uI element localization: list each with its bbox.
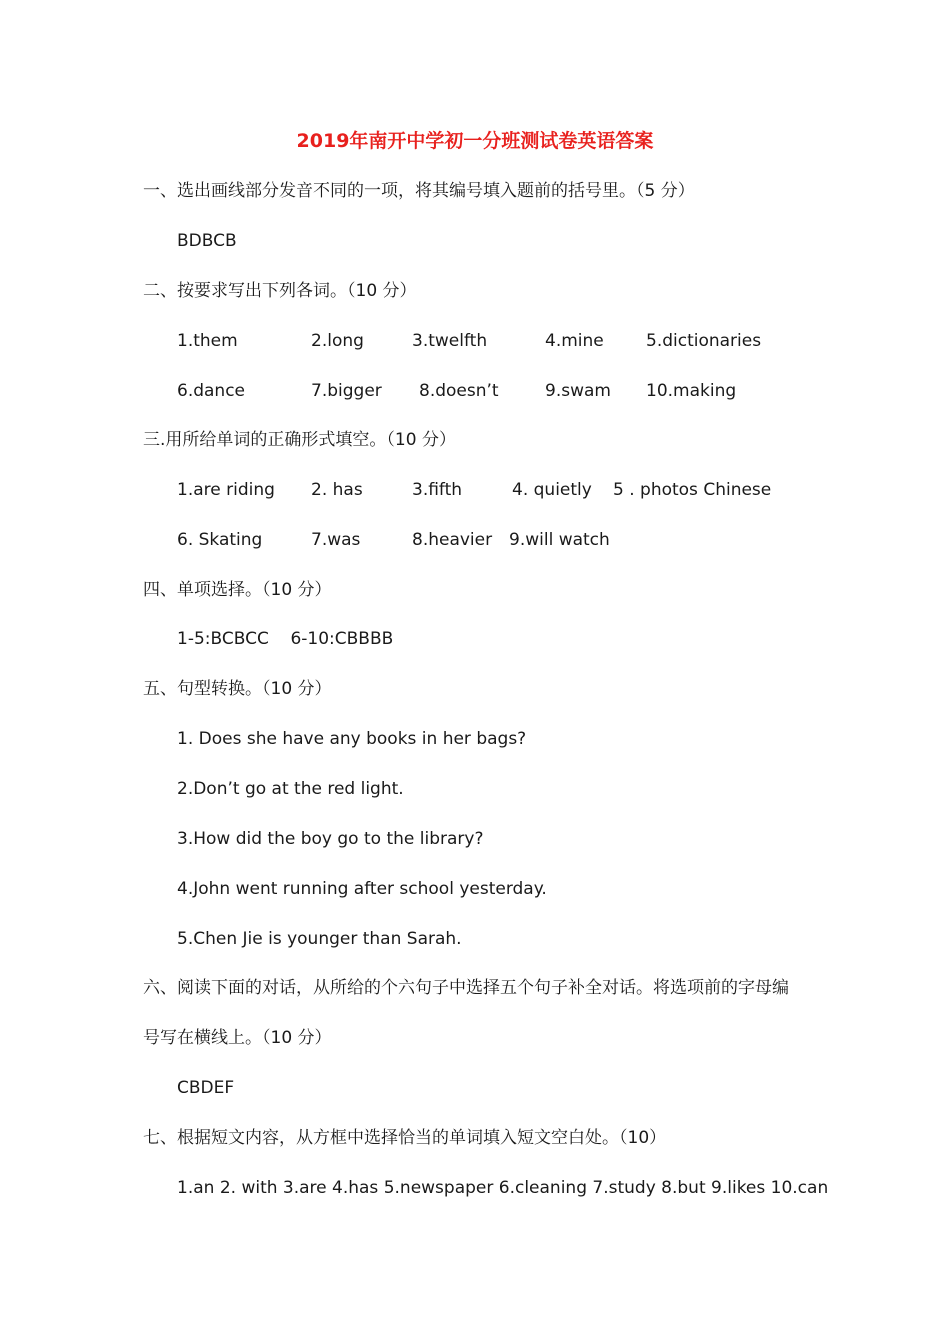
answer-item: 2.long <box>311 331 364 351</box>
page-title: 2019年南开中学初一分班测试卷英语答案 <box>296 130 654 152</box>
answer-item: 2. has <box>311 480 363 500</box>
section-6-heading-line-1: 六、阅读下面的对话，从所给的个六句子中选择五个句子补全对话。将选项前的字母编 <box>143 978 789 998</box>
section-1-answer: BDBCB <box>177 231 237 251</box>
sentence-answer: 1. Does she have any books in her bags? <box>177 729 527 749</box>
sentence-answer: 4.John went running after school yesterday. <box>177 879 547 899</box>
answer-item: 4.mine <box>545 331 604 351</box>
answer-item: 7.was <box>311 530 361 550</box>
section-6-answer: CBDEF <box>177 1078 235 1098</box>
answer-item: 5 . photos Chinese <box>613 480 772 500</box>
answer-item: 8.doesn’t <box>419 381 499 401</box>
section-3-heading: 三.用所给单词的正确形式填空。（10 分） <box>143 430 456 450</box>
answer-item: 6. Skating <box>177 530 263 550</box>
answer-item: 10.making <box>646 381 737 401</box>
section-6-heading-line-2: 号写在横线上。（10 分） <box>143 1028 332 1048</box>
answer-item: 1.them <box>177 331 238 351</box>
section-1-heading: 一、选出画线部分发音不同的一项，将其编号填入题前的括号里。（5 分） <box>143 181 695 201</box>
answer-item: 9.will watch <box>509 530 610 550</box>
section-7-answer: 1.an 2. with 3.are 4.has 5.newspaper 6.cleaning 7.study 8.but 9.likes 10.can <box>177 1178 829 1198</box>
section-2-heading: 二、按要求写出下列各词。（10 分） <box>143 281 417 301</box>
sentence-answer: 3.How did the boy go to the library? <box>177 829 484 849</box>
sentence-answer: 2.Don’t go at the red light. <box>177 779 404 799</box>
section-4-answer: 1-5:BCBCC 6-10:CBBBB <box>177 629 394 649</box>
answer-item: 3.twelfth <box>412 331 488 351</box>
section-5-heading: 五、句型转换。（10 分） <box>143 679 332 699</box>
section-7-heading: 七、根据短文内容，从方框中选择恰当的单词填入短文空白处。（10） <box>143 1128 667 1148</box>
answer-item: 3.fifth <box>412 480 463 500</box>
answer-item: 7.bigger <box>311 381 382 401</box>
answer-item: 1.are riding <box>177 480 275 500</box>
sentence-answer: 5.Chen Jie is younger than Sarah. <box>177 929 462 949</box>
answer-item: 4. quietly <box>512 480 592 500</box>
answer-item: 9.swam <box>545 381 611 401</box>
answer-item: 6.dance <box>177 381 246 401</box>
answer-item: 8.heavier <box>412 530 493 550</box>
answer-item: 5.dictionaries <box>646 331 762 351</box>
section-4-heading: 四、单项选择。（10 分） <box>143 580 332 600</box>
